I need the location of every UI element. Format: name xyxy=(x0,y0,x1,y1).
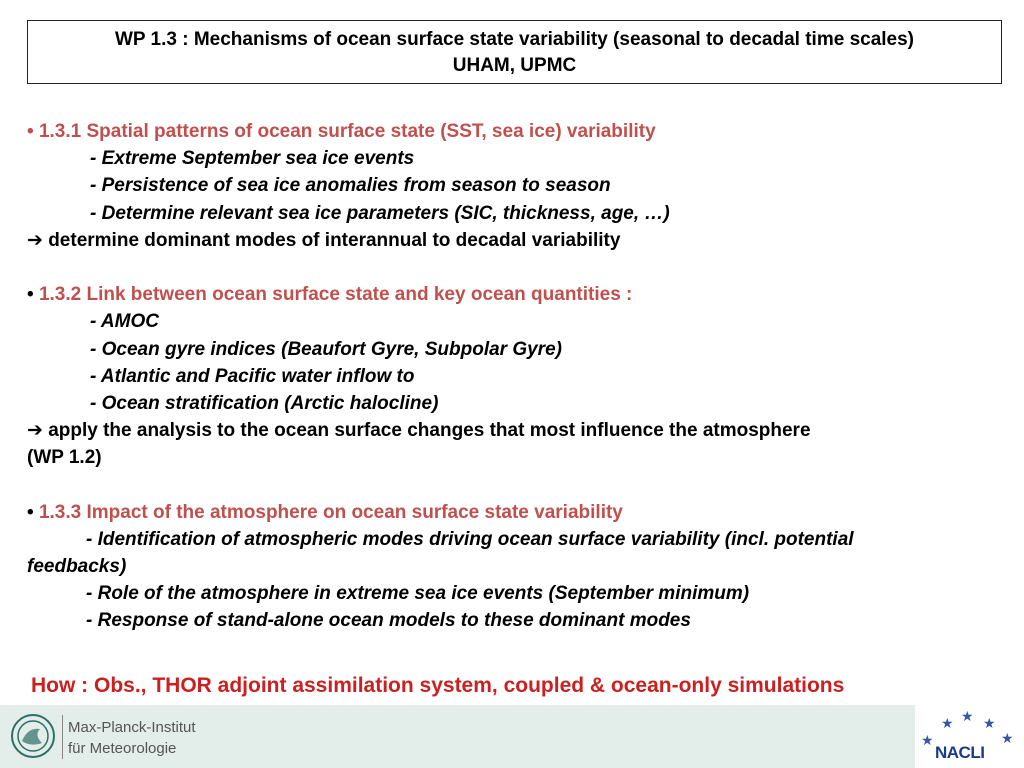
section-2-item: - Atlantic and Pacific water inflow to xyxy=(90,365,415,387)
svg-text:★: ★ xyxy=(983,716,996,732)
svg-text:★: ★ xyxy=(961,709,974,725)
section-3-item: - Response of stand-alone ocean models to these dominant modes xyxy=(86,610,691,632)
footer-bar xyxy=(0,705,1024,768)
svg-text:★: ★ xyxy=(1001,731,1014,745)
svg-text:★: ★ xyxy=(921,733,934,745)
section-1-conclusion: determine dominant modes of interannual to decadal variability xyxy=(48,229,621,251)
section-1-heading: 1.3.1 Spatial patterns of ocean surface state (SST, sea ice) variability xyxy=(38,121,656,142)
mpi-name-line-1: Max-Planck-Institut xyxy=(68,719,196,736)
nacli-stars-icon xyxy=(915,705,1024,745)
slide-content xyxy=(27,118,1012,635)
section-2-conclusion-line xyxy=(27,417,1012,444)
mpi-name-line-2: für Meteorologie xyxy=(68,740,177,757)
svg-text:★: ★ xyxy=(941,716,954,732)
section-2-heading-line xyxy=(27,281,1012,308)
arrow-icon: ➔ xyxy=(27,229,43,251)
mpi-name xyxy=(68,717,196,759)
section-3-bullet: • xyxy=(27,501,34,523)
section-1-conclusion-line xyxy=(27,227,1012,254)
title-line-1: WP 1.3 : Mechanisms of ocean surface state variability (seasonal to decadal time scales) xyxy=(114,29,915,50)
section-2-conclusion-cont: (WP 1.2) xyxy=(27,447,102,469)
arrow-icon: ➔ xyxy=(27,420,43,442)
section-3-item: - Identification of atmospheric modes driving ocean surface variability (incl. potential xyxy=(86,528,854,550)
section-1-item: - Persistence of sea ice anomalies from season to season xyxy=(90,175,611,197)
section-2-bullet: • xyxy=(27,284,34,306)
section-3-item-cont: feedbacks) xyxy=(27,556,127,577)
section-1-item: - Extreme September sea ice events xyxy=(90,148,415,170)
section-1-heading-line xyxy=(27,118,1012,145)
section-2-item: - AMOC xyxy=(90,311,159,333)
title-box xyxy=(27,20,1002,84)
section-3-heading: 1.3.3 Impact of the atmosphere on ocean surface state variability xyxy=(38,501,623,523)
section-3-heading-line xyxy=(27,499,1012,526)
title-line-2: UHAM, UPMC xyxy=(452,55,577,76)
nacli-text: NACLI xyxy=(935,743,985,762)
footer-divider xyxy=(62,715,63,759)
section-1-item: - Determine relevant sea ice parameters (SIC, thickness, age, …) xyxy=(90,202,670,224)
how-summary: How : Obs., THOR adjoint assimilation system, coupled & ocean-only simulations xyxy=(31,674,845,697)
section-1-bullet: • xyxy=(27,121,34,142)
section-2-item: - Ocean stratification (Arctic halocline) xyxy=(90,392,439,414)
section-2-conclusion: apply the analysis to the ocean surface changes that most influence the atmosphere xyxy=(48,420,811,442)
mpi-logo-icon xyxy=(10,713,56,759)
nacli-logo xyxy=(915,705,1024,768)
section-2-item: - Ocean gyre indices (Beaufort Gyre, Subpolar Gyre) xyxy=(90,338,562,360)
section-3-item: - Role of the atmosphere in extreme sea ice events (September minimum) xyxy=(86,583,750,605)
section-2-heading: 1.3.2 Link between ocean surface state and key ocean quantities : xyxy=(38,284,633,306)
